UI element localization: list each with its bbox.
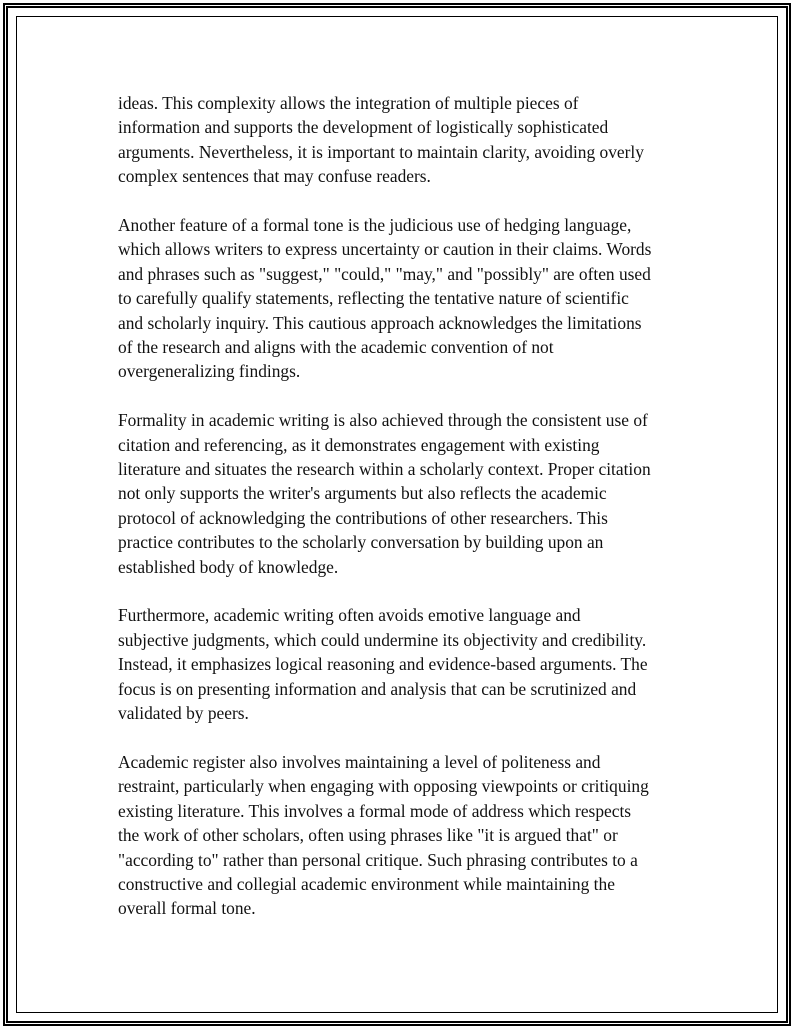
text-line: not only supports the writer's arguments but also reflects the academic [118,483,607,504]
paragraph-2 [118,213,698,384]
text-line: focus is on presenting information and analysis that can be scrutinized and [118,678,637,699]
paragraph-5 [118,750,698,921]
text-line: existing literature. This involves a formal mode of address which respects [118,800,632,821]
text-line: arguments. Nevertheless, it is important to maintain clarity, avoiding overly [118,141,644,162]
text-line: ideas. This complexity allows the integration of multiple pieces of [118,93,579,113]
text-line: Another feature of a formal tone is the judicious use of hedging language, [118,215,632,236]
text-line: to carefully qualify statements, reflecting the tentative nature of scientific [118,288,629,309]
text-line: overgeneralizing findings. [118,361,301,382]
text-line: restraint, particularly when engaging with opposing viewpoints or critiquing [118,776,649,797]
text-line: validated by peers. [118,703,249,724]
text-line: citation and referencing, as it demonstrates engagement with existing [118,434,600,455]
paragraph-1 [118,91,698,189]
text-line: the work of other scholars, often using phrases like "it is argued that" or [118,825,618,846]
text-line: Formality in academic writing is also achieved through the consistent use of [118,410,648,431]
text-line: which allows writers to express uncertainty or caution in their claims. Words [118,239,652,260]
text-line: literature and situates the research within a scholarly context. Proper citation [118,459,651,480]
text-line: information and supports the development of logistically sophisticated [118,117,609,138]
text-line: constructive and collegial academic environment while maintaining the [118,873,615,894]
text-line: Instead, it emphasizes logical reasoning and evidence-based arguments. The [118,654,648,675]
text-line: of the research and aligns with the academic convention of not [118,337,554,358]
text-line: protocol of acknowledging the contributions of other researchers. This [118,507,608,528]
text-line: complex sentences that may confuse readers. [118,166,431,187]
text-line: practice contributes to the scholarly conversation by building upon an [118,532,604,553]
text-line: established body of knowledge. [118,556,339,577]
text-line: overall formal tone. [118,898,256,919]
paragraph-4 [118,603,698,725]
text-line: "according to" rather than personal critique. Such phrasing contributes to a [118,849,638,870]
document-body [118,91,698,945]
text-line: Academic register also involves maintaining a level of politeness and [118,751,601,772]
text-line: Furthermore, academic writing often avoids emotive language and [118,605,581,626]
text-line: and phrases such as "suggest," "could," "may," and "possibly" are often used [118,263,651,284]
text-line: and scholarly inquiry. This cautious approach acknowledges the limitations [118,312,642,333]
paragraph-3 [118,408,698,579]
text-line: subjective judgments, which could undermine its objectivity and credibility. [118,629,647,650]
